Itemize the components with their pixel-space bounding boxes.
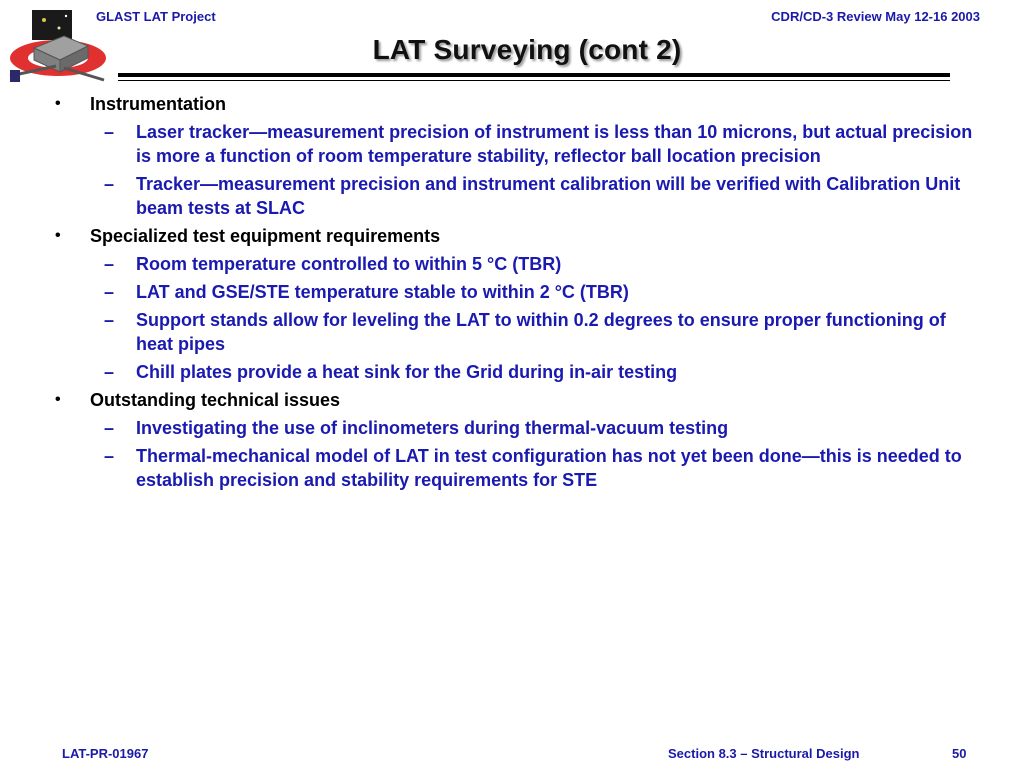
- dash-marker: –: [104, 174, 115, 194]
- sub-bullet-item: [0, 252, 1024, 276]
- bullet-marker: •: [55, 227, 61, 244]
- bullet-text: Outstanding technical issues: [90, 390, 341, 410]
- bullet-item: [0, 92, 1024, 116]
- bullet-marker: •: [55, 391, 61, 408]
- bullet-text: Instrumentation: [90, 94, 227, 114]
- dash-marker: –: [104, 282, 115, 302]
- sub-bullet-item: [0, 120, 1024, 168]
- sub-bullet-item: [0, 416, 1024, 440]
- sub-bullet-text: LAT and GSE/STE temperature stable to within 2 °C (TBR): [136, 282, 629, 302]
- sub-bullet-text: Investigating the use of inclinometers during thermal-vacuum testing: [136, 418, 729, 438]
- bullet-item: [0, 388, 1024, 412]
- sub-bullet-item: [0, 280, 1024, 304]
- sub-bullet-text: Support stands allow for leveling the LAT to within 0.2 degrees to ensure proper functioning of heat pipes: [136, 310, 946, 354]
- sub-bullet-item: [0, 308, 1024, 356]
- title-divider-thick: [118, 73, 950, 77]
- footer-section: Section 8.3 – Structural Design: [668, 746, 860, 761]
- footer-doc-id: LAT-PR-01967: [62, 746, 149, 761]
- header-review: CDR/CD-3 Review May 12-16 2003: [771, 9, 980, 24]
- dash-marker: –: [104, 310, 115, 330]
- sub-bullet-text: Laser tracker—measurement precision of instrument is less than 10 microns, but actual precision is more a function of room temperature stability, reflector ball location precision: [136, 122, 973, 166]
- bullet-text: Specialized test equipment requirements: [90, 226, 441, 246]
- slide-body: [0, 92, 1024, 496]
- footer-page-number: 50: [952, 746, 967, 761]
- sub-bullet-text: Chill plates provide a heat sink for the Grid during in-air testing: [136, 362, 678, 382]
- bullet-item: [0, 224, 1024, 248]
- slide-title: LAT Surveying (cont 2): [372, 34, 682, 65]
- dash-marker: –: [104, 122, 115, 142]
- dash-marker: –: [104, 254, 115, 274]
- header-project: GLAST LAT Project: [96, 9, 216, 24]
- title-divider-thin: [118, 80, 950, 81]
- bullet-marker: •: [55, 95, 61, 112]
- dash-marker: –: [104, 418, 115, 438]
- sub-bullet-text: Tracker—measurement precision and instrument calibration will be verified with Calibration Unit beam tests at SLAC: [136, 174, 961, 218]
- sub-bullet-text: Room temperature controlled to within 5 °C (TBR): [136, 254, 562, 274]
- dash-marker: –: [104, 446, 115, 466]
- sub-bullet-item: [0, 360, 1024, 384]
- sub-bullet-item: [0, 172, 1024, 220]
- sub-bullet-item: [0, 444, 1024, 492]
- sub-bullet-text: Thermal-mechanical model of LAT in test configuration has not yet been done—this is needed to establish precision and stability requirements for STE: [136, 446, 962, 490]
- dash-marker: –: [104, 362, 115, 382]
